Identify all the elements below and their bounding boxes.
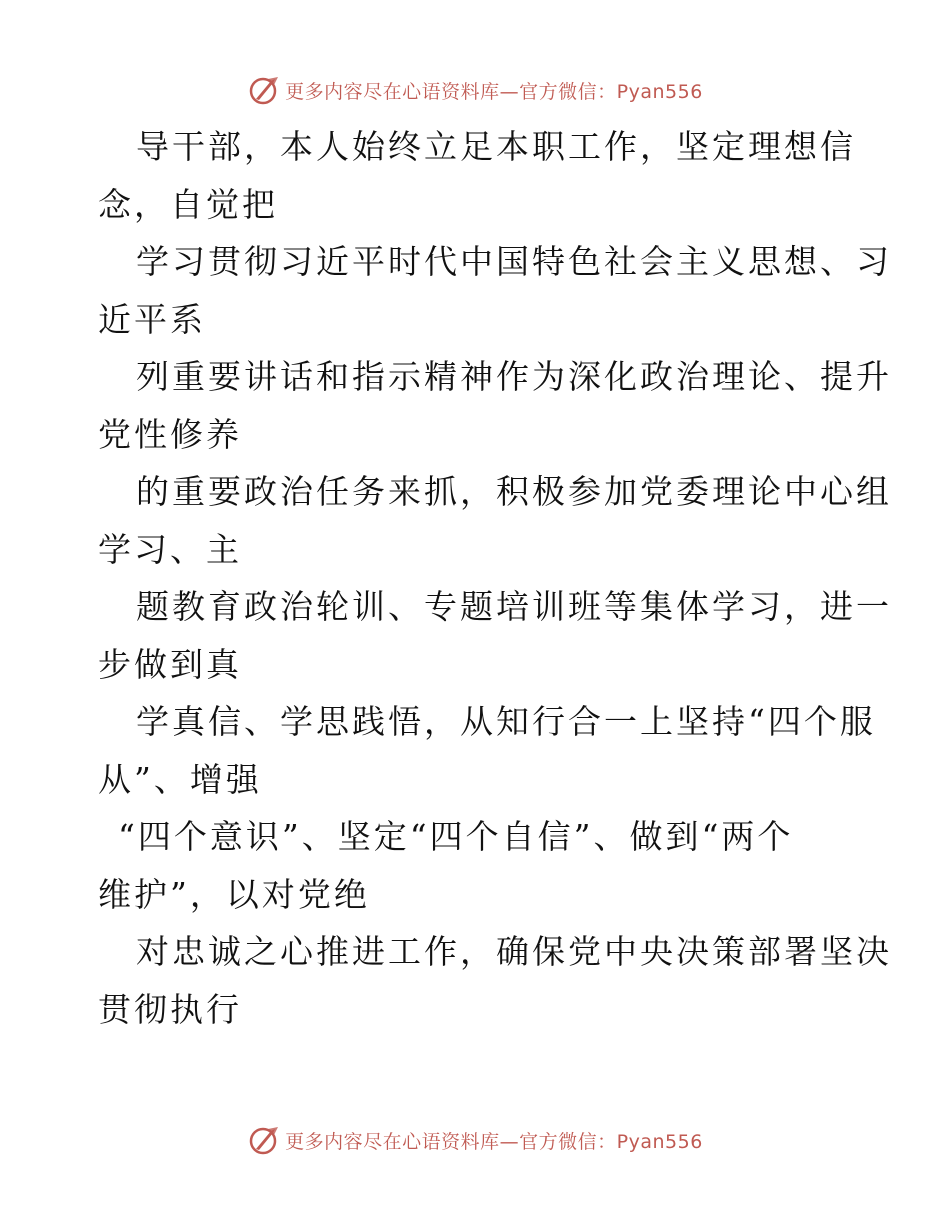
body-line: 题教育政治轮训、专题培训班等集体学习，进一 [136,587,892,626]
footer-banner [0,1120,950,1160]
body-line: 导干部，本人始终立足本职工作，坚定理想信 [136,127,856,166]
header-banner [0,70,950,110]
body-line: 步做到真 [98,644,242,684]
document-body [98,118,892,1038]
body-line: 学真信、学思践悟，从知行合一上坚持“四个服 [136,702,876,741]
quill-pen-logo-icon [247,73,281,107]
body-line: 念，自觉把 [98,184,278,224]
body-line: 列重要讲话和指示精神作为深化政治理论、提升 [136,357,892,396]
header-banner-text: 更多内容尽在心语资料库—官方微信：Pyan556 [285,80,703,103]
body-line: 学习、主 [98,529,242,569]
body-line: 学习贯彻习近平时代中国特色社会主义思想、习 [136,242,892,281]
body-line: 从”、增强 [98,759,262,799]
body-line: 的重要政治任务来抓，积极参加党委理论中心组 [136,472,892,511]
body-line: 维护”，以对党绝 [98,874,370,914]
body-line: “四个意识”、坚定“四个自信”、做到“两个 [118,817,794,856]
body-line: 近平系 [98,299,206,339]
body-line: 党性修养 [98,414,242,454]
body-line: 对忠诚之心推进工作，确保党中央决策部署坚决 [136,932,892,971]
body-line: 贯彻执行 [98,989,242,1029]
quill-pen-logo-icon [247,1123,281,1157]
footer-banner-text: 更多内容尽在心语资料库—官方微信：Pyan556 [285,1130,703,1153]
